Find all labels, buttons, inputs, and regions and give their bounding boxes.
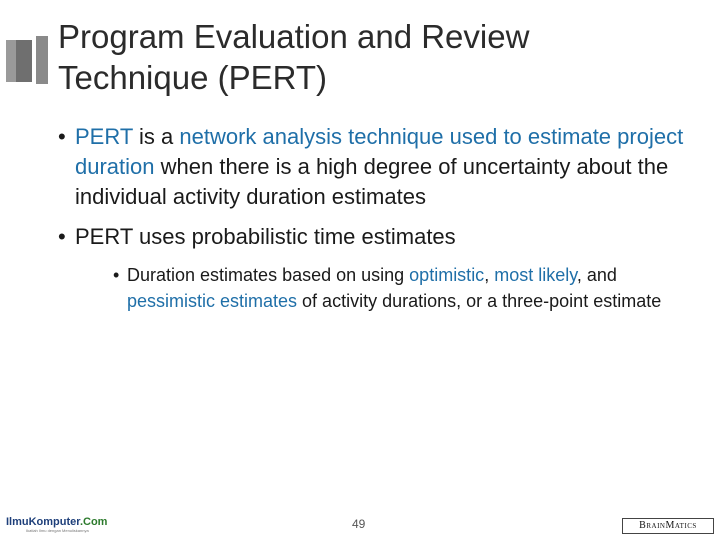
bullet-text-highlight: network analysis technique used to estimate project duration — [75, 124, 684, 179]
brainmatics-logo — [622, 518, 714, 534]
logo-main-text: IlmuKomputer — [6, 516, 80, 528]
bullet-text: PERT — [75, 124, 133, 149]
page-number: 49 — [352, 517, 366, 531]
bullet-pert-probabilistic — [58, 222, 698, 252]
logo-letter: B — [639, 520, 647, 531]
bullet-text: , and — [576, 265, 617, 285]
bullet-text: PERT uses probabilistic time estimates — [75, 224, 456, 249]
bullet-marker: • — [113, 265, 120, 285]
logo-letters: ATICS — [674, 522, 697, 530]
bullet-text-highlight: most likely — [494, 265, 577, 285]
bullet-marker: • — [58, 224, 66, 249]
bullet-marker: • — [58, 124, 66, 149]
decoration-bar — [6, 40, 16, 82]
bullet-text: Duration estimates based on using — [127, 265, 410, 285]
bullet-pert-definition — [58, 122, 698, 212]
ilmukomputer-logo — [6, 516, 107, 532]
logo-tagline: Ikatlah Ilmu dengan Menuliskannya — [26, 528, 89, 533]
decoration-bar — [36, 36, 48, 84]
logo-letter: M — [665, 520, 675, 531]
bullet-text: when there is a high degree of uncertainty about the individual activity duration estimates — [75, 154, 669, 209]
bullet-text: of activity durations, or a three-point estimate — [297, 291, 662, 311]
slide-title-line1: Program Evaluation and Review — [58, 18, 530, 55]
decoration-bar — [16, 40, 32, 82]
logo-suffix-text: .Com — [79, 516, 108, 528]
slide-title — [58, 16, 698, 98]
slide-title-line2: Technique (PERT) — [58, 59, 328, 96]
bullet-text: , — [484, 265, 495, 285]
bullet-text-highlight: optimistic — [409, 265, 485, 285]
slide-content — [58, 122, 698, 314]
bullet-text: is a — [132, 124, 180, 149]
sub-bullet-duration-estimates — [113, 262, 698, 314]
bullet-text-highlight: pessimistic estimates — [127, 291, 298, 311]
logo-letters: RAIN — [646, 522, 666, 530]
